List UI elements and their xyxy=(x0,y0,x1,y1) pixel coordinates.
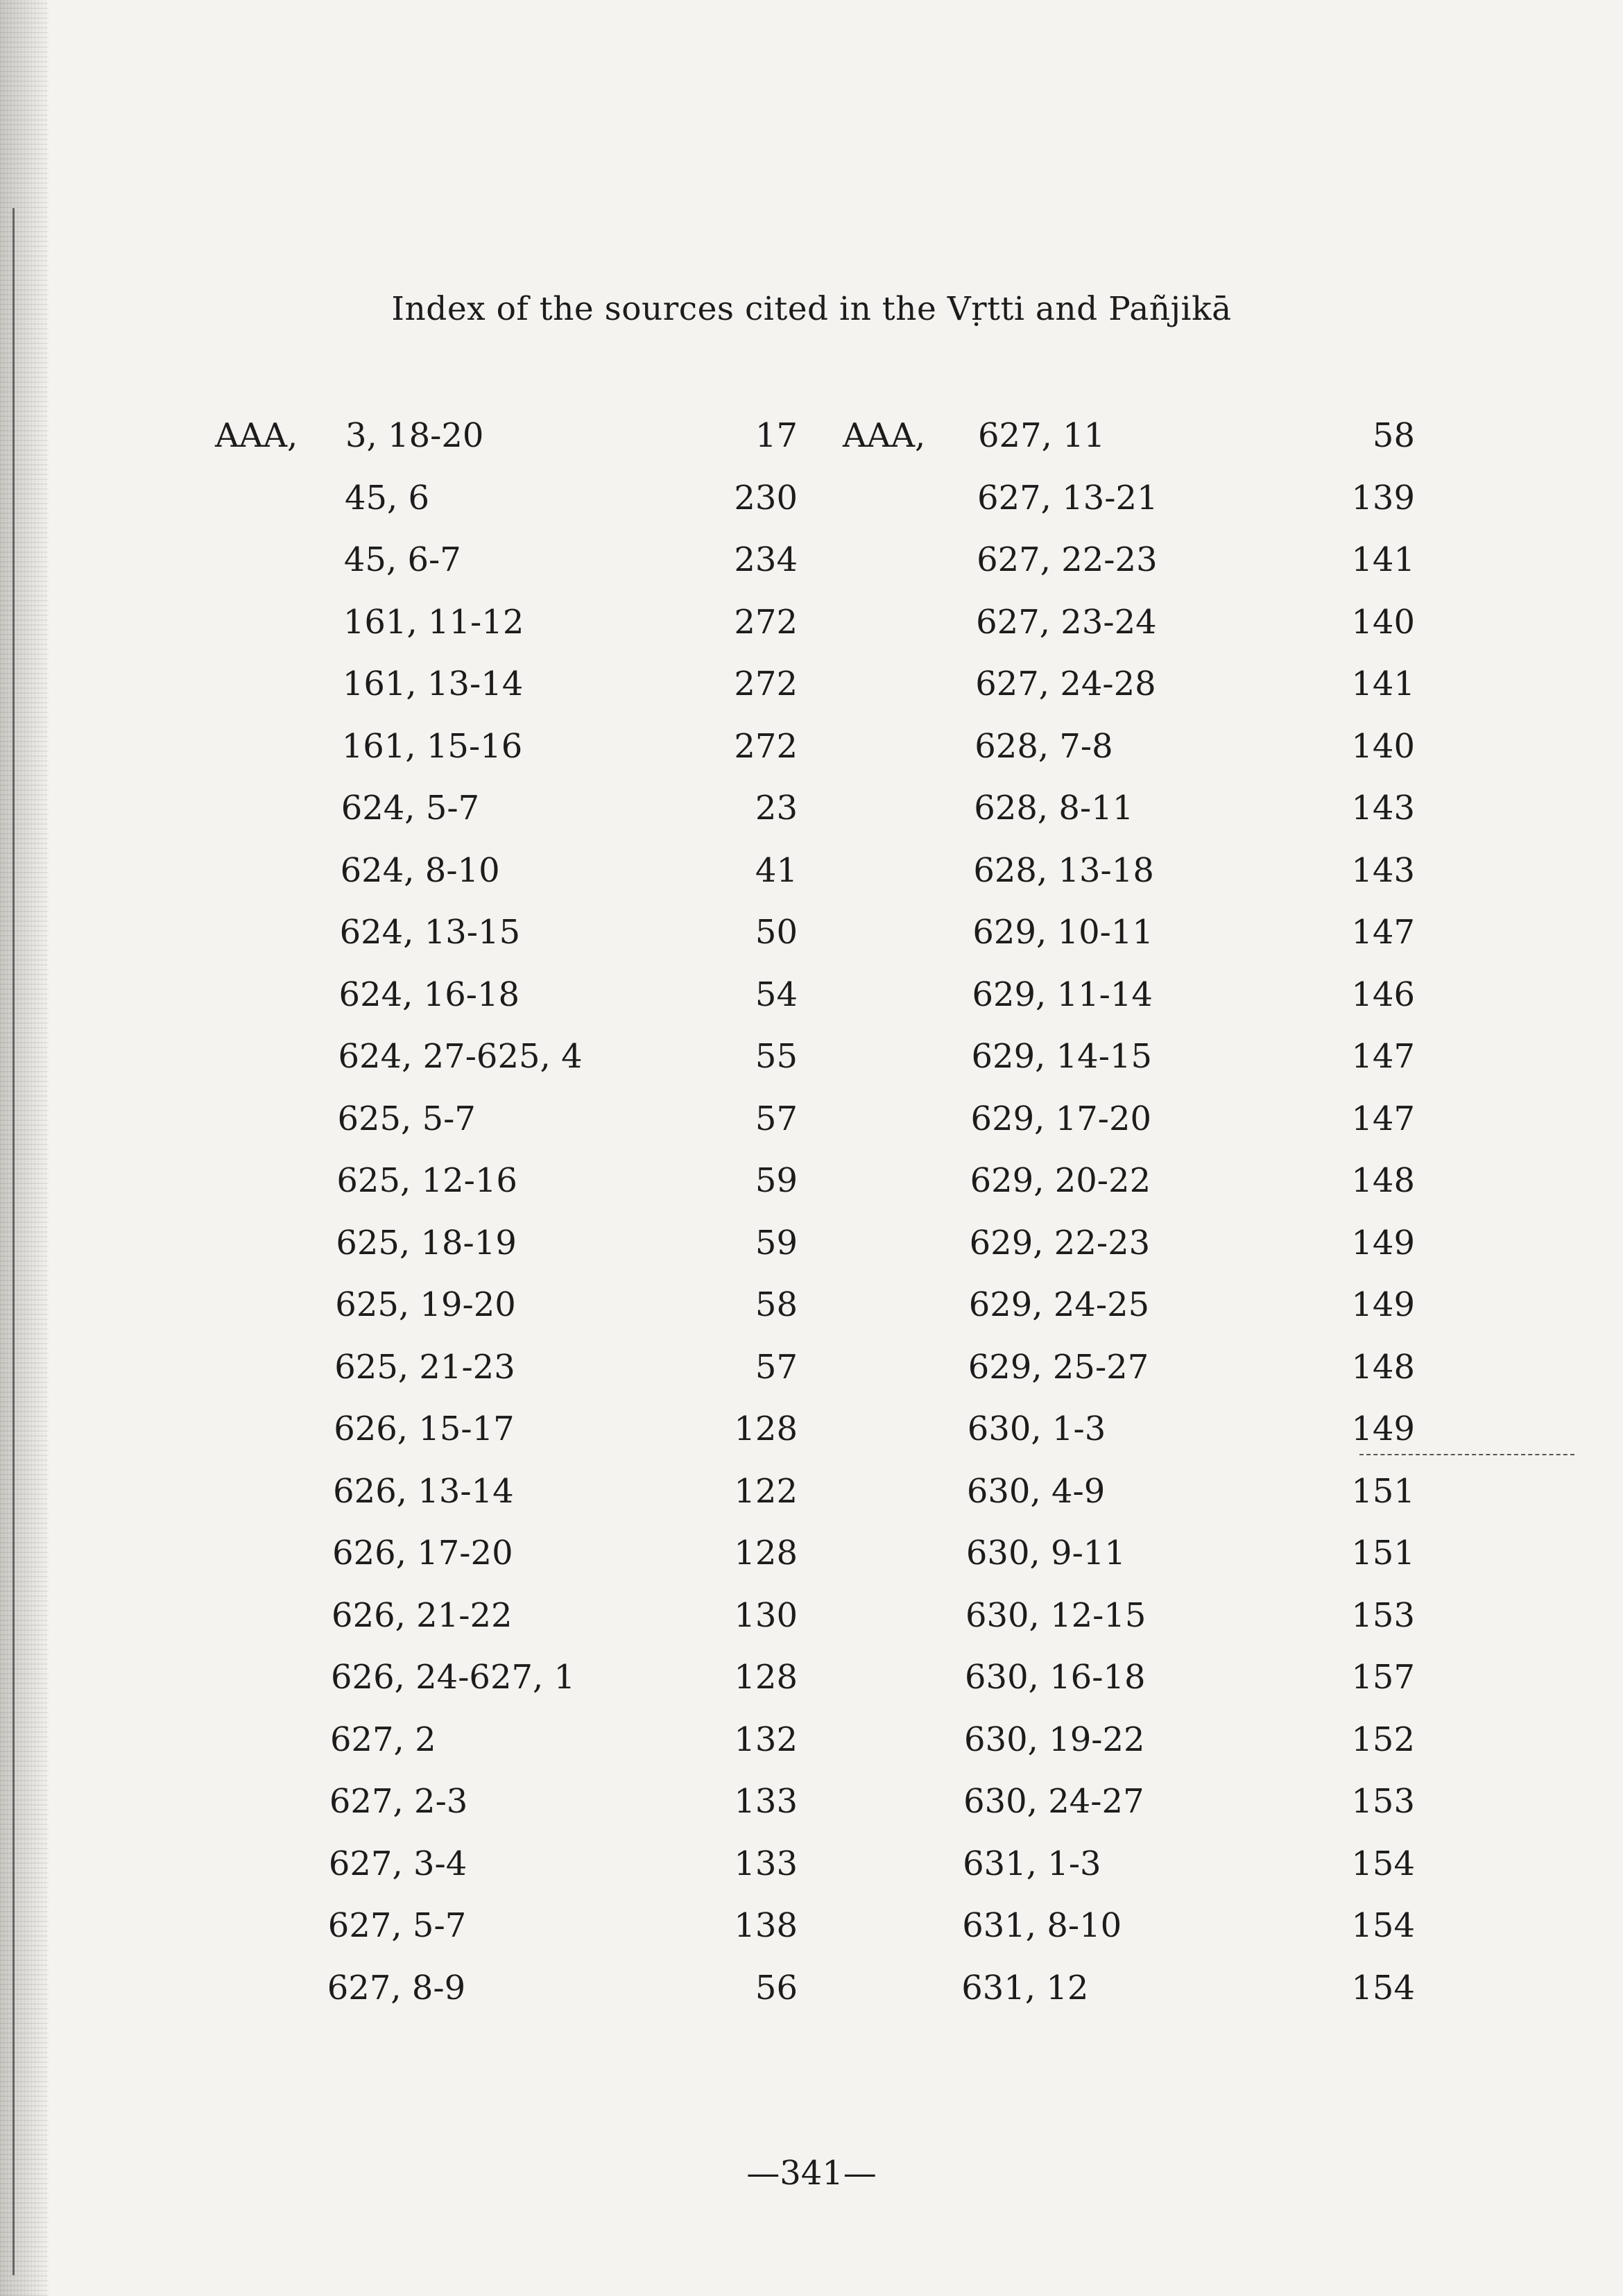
index-row xyxy=(968,1348,1415,1389)
page-reference: 154 xyxy=(1351,1844,1415,1883)
index-row xyxy=(341,789,798,830)
index-row xyxy=(963,1782,1415,1824)
page-reference: 154 xyxy=(1351,1968,1415,2007)
page-reference: 149 xyxy=(1351,1223,1415,1262)
page-reference: 272 xyxy=(734,665,798,703)
index-row xyxy=(329,1844,798,1886)
scan-edge-shadow xyxy=(0,0,49,2296)
index-row xyxy=(332,1596,798,1638)
index-row xyxy=(330,1720,798,1762)
source-reference: 629, 14-15 xyxy=(971,1037,1153,1076)
index-row xyxy=(968,1410,1415,1451)
index-row xyxy=(966,1534,1415,1575)
source-reference: 3, 18-20 xyxy=(345,416,484,455)
source-reference: 630, 4-9 xyxy=(966,1471,1106,1511)
page-reference: 17 xyxy=(755,416,798,455)
index-row xyxy=(329,1782,798,1824)
page-reference: 143 xyxy=(1351,789,1415,828)
scan-binding-line xyxy=(12,208,15,2275)
page-reference: 57 xyxy=(755,1099,798,1138)
page-reference: 128 xyxy=(734,1658,798,1697)
source-reference: 627, 2 xyxy=(329,1720,436,1759)
index-row xyxy=(962,1906,1415,1948)
page-reference: 154 xyxy=(1351,1906,1415,1945)
page-number: —341— xyxy=(746,2154,877,2193)
source-reference: 627, 22-23 xyxy=(977,540,1158,579)
source-reference: 629, 22-23 xyxy=(969,1223,1151,1262)
source-reference: 630, 1-3 xyxy=(967,1410,1106,1448)
index-row xyxy=(970,1224,1415,1265)
left-column-label: AAA, xyxy=(215,416,298,455)
source-reference: 625, 21-23 xyxy=(334,1347,515,1387)
page-reference: 157 xyxy=(1351,1658,1415,1697)
index-row xyxy=(327,1969,798,2010)
page-reference: 272 xyxy=(734,726,798,766)
page-reference: 130 xyxy=(734,1595,798,1635)
index-row xyxy=(345,479,798,520)
source-reference: 626, 15-17 xyxy=(334,1410,515,1448)
index-row xyxy=(971,1099,1415,1141)
page-reference: 59 xyxy=(755,1161,798,1200)
page-reference: 140 xyxy=(1351,726,1415,766)
index-row xyxy=(343,665,798,706)
index-row xyxy=(974,789,1415,830)
page-reference: 230 xyxy=(734,478,798,517)
source-reference: 45, 6 xyxy=(344,478,430,517)
index-row xyxy=(965,1596,1415,1638)
source-reference: 627, 3-4 xyxy=(328,1844,467,1883)
source-reference: 625, 19-20 xyxy=(335,1285,516,1324)
source-reference: 624, 27-625, 4 xyxy=(338,1037,583,1076)
page-reference: 153 xyxy=(1351,1595,1415,1635)
source-reference: 627, 8-9 xyxy=(327,1968,466,2007)
page-reference: 147 xyxy=(1351,1099,1415,1138)
page-reference: 146 xyxy=(1351,975,1415,1014)
index-row xyxy=(335,1285,798,1327)
source-reference: 624, 13-15 xyxy=(339,913,521,952)
page-reference: 133 xyxy=(734,1782,798,1821)
source-reference: 628, 13-18 xyxy=(973,850,1154,890)
index-row xyxy=(972,913,1415,954)
source-reference: 630, 12-15 xyxy=(965,1595,1147,1635)
page-reference: 56 xyxy=(755,1968,798,2007)
source-reference: 629, 11-14 xyxy=(972,975,1153,1014)
source-reference: 625, 5-7 xyxy=(337,1099,476,1138)
page-reference: 41 xyxy=(755,850,798,890)
page-reference: 148 xyxy=(1351,1161,1415,1200)
source-reference: 45, 6-7 xyxy=(343,540,461,579)
page-reference: 151 xyxy=(1351,1534,1415,1573)
index-row xyxy=(976,603,1415,644)
index-row xyxy=(978,416,1415,458)
source-reference: 629, 17-20 xyxy=(970,1099,1152,1138)
index-row xyxy=(977,540,1415,582)
index-row xyxy=(961,1969,1415,2010)
index-row xyxy=(332,1534,798,1575)
page-reference: 133 xyxy=(734,1844,798,1883)
page-reference: 58 xyxy=(755,1285,798,1324)
dashed-rule xyxy=(1359,1454,1574,1455)
source-reference: 630, 16-18 xyxy=(965,1658,1146,1697)
index-row xyxy=(341,851,798,893)
source-reference: 629, 10-11 xyxy=(972,913,1153,952)
index-row xyxy=(339,975,798,1017)
index-row xyxy=(331,1658,798,1699)
index-row xyxy=(337,1099,798,1141)
source-reference: 627, 5-7 xyxy=(327,1906,467,1945)
index-row xyxy=(340,913,798,954)
index-row xyxy=(338,1037,798,1079)
index-row xyxy=(969,1285,1415,1327)
index-row xyxy=(336,1161,798,1203)
index-row xyxy=(972,975,1415,1017)
page-reference: 128 xyxy=(734,1534,798,1573)
source-reference: 626, 17-20 xyxy=(332,1534,513,1573)
source-reference: 625, 12-16 xyxy=(336,1161,517,1200)
source-reference: 631, 8-10 xyxy=(962,1906,1122,1945)
page-reference: 143 xyxy=(1351,850,1415,890)
page-reference: 148 xyxy=(1351,1347,1415,1387)
page-reference: 23 xyxy=(755,789,798,828)
source-reference: 630, 9-11 xyxy=(965,1534,1126,1573)
page-reference: 138 xyxy=(734,1906,798,1945)
source-reference: 627, 23-24 xyxy=(976,602,1157,642)
source-reference: 161, 15-16 xyxy=(341,726,523,766)
index-row xyxy=(967,1472,1415,1514)
source-reference: 626, 13-14 xyxy=(333,1471,514,1511)
source-reference: 624, 8-10 xyxy=(340,850,500,890)
page-reference: 57 xyxy=(755,1347,798,1387)
index-row xyxy=(970,1161,1415,1203)
index-row xyxy=(974,727,1415,769)
source-reference: 626, 24-627, 1 xyxy=(331,1658,576,1697)
source-reference: 631, 1-3 xyxy=(963,1844,1101,1883)
source-reference: 627, 24-28 xyxy=(975,665,1156,703)
page-reference: 54 xyxy=(755,975,798,1014)
page-reference: 151 xyxy=(1351,1471,1415,1511)
source-reference: 624, 5-7 xyxy=(341,789,480,828)
page-reference: 128 xyxy=(734,1410,798,1448)
source-reference: 161, 11-12 xyxy=(343,602,524,642)
source-reference: 627, 13-21 xyxy=(977,478,1158,517)
page-reference: 234 xyxy=(734,540,798,579)
index-row xyxy=(333,1472,798,1514)
index-row xyxy=(343,603,798,644)
page-reference: 149 xyxy=(1351,1285,1415,1324)
index-row xyxy=(972,1037,1416,1079)
page-reference: 147 xyxy=(1351,1037,1415,1076)
source-reference: 628, 7-8 xyxy=(974,726,1113,766)
page-reference: 153 xyxy=(1351,1782,1415,1821)
index-row xyxy=(975,665,1415,706)
page-reference: 50 xyxy=(755,913,798,952)
source-reference: 629, 20-22 xyxy=(970,1161,1151,1200)
right-column-label: AAA, xyxy=(843,416,926,455)
index-row xyxy=(964,1720,1415,1762)
index-row xyxy=(345,416,798,458)
index-row xyxy=(973,851,1415,893)
page-reference: 122 xyxy=(734,1471,798,1511)
page-reference: 58 xyxy=(1372,416,1415,455)
source-reference: 630, 19-22 xyxy=(964,1720,1145,1759)
page-reference: 139 xyxy=(1351,478,1415,517)
page-title: Index of the sources cited in the Vṛtti and Pañjikā xyxy=(391,290,1232,328)
source-reference: 629, 25-27 xyxy=(968,1347,1149,1387)
index-row xyxy=(336,1224,798,1265)
index-row xyxy=(334,1348,798,1389)
index-row xyxy=(334,1410,798,1451)
source-reference: 161, 13-14 xyxy=(342,665,524,703)
page-reference: 55 xyxy=(755,1037,798,1076)
page-reference: 141 xyxy=(1351,665,1415,703)
page-reference: 141 xyxy=(1351,540,1415,579)
page-reference: 272 xyxy=(734,602,798,642)
source-reference: 624, 16-18 xyxy=(338,975,520,1014)
page-reference: 147 xyxy=(1351,913,1415,952)
source-reference: 628, 8-11 xyxy=(974,789,1134,828)
index-row xyxy=(977,479,1415,520)
source-reference: 631, 12 xyxy=(961,1968,1089,2007)
index-row xyxy=(963,1844,1415,1886)
index-row xyxy=(342,727,798,769)
page-reference: 152 xyxy=(1351,1720,1415,1759)
page-reference: 132 xyxy=(734,1720,798,1759)
source-reference: 627, 11 xyxy=(978,416,1106,455)
source-reference: 626, 21-22 xyxy=(332,1595,513,1635)
page-reference: 59 xyxy=(755,1223,798,1262)
page-reference: 140 xyxy=(1351,602,1415,642)
index-row xyxy=(328,1906,798,1948)
page-reference: 149 xyxy=(1351,1410,1415,1448)
source-reference: 630, 24-27 xyxy=(963,1782,1144,1821)
index-row xyxy=(965,1658,1415,1699)
source-reference: 629, 24-25 xyxy=(968,1285,1150,1324)
index-row xyxy=(344,540,798,582)
source-reference: 627, 2-3 xyxy=(329,1782,468,1821)
source-reference: 625, 18-19 xyxy=(336,1223,517,1262)
